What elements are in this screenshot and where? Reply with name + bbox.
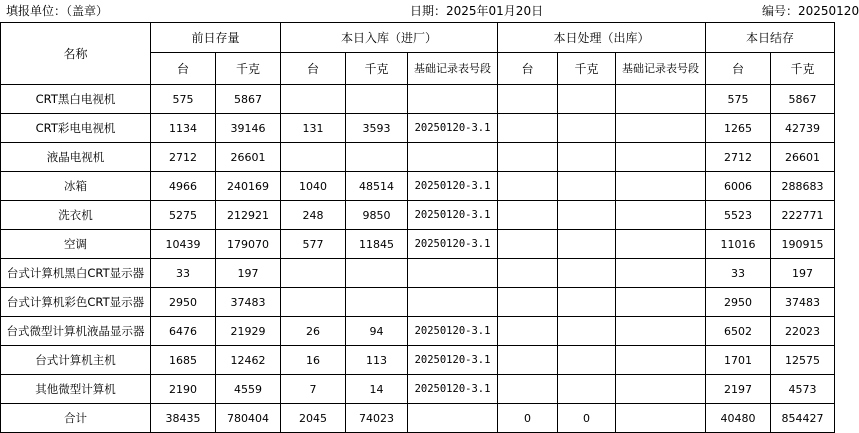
- table-row: [1, 317, 835, 346]
- cell-in-record[interactable]: [408, 404, 498, 433]
- cell-in-record[interactable]: [408, 288, 498, 317]
- cell-end-kg[interactable]: 4573: [771, 375, 835, 404]
- header-end-stock[interactable]: 本日结存: [706, 23, 835, 53]
- cell-end-tai[interactable]: 1701: [706, 346, 771, 375]
- cell-prev-tai[interactable]: 2712: [151, 143, 216, 172]
- cell-prev-tai[interactable]: 6476: [151, 317, 216, 346]
- cell-out-kg[interactable]: [558, 375, 616, 404]
- table-row: [1, 259, 835, 288]
- fill-unit-label[interactable]: 填报单位：（盖章）: [6, 4, 109, 18]
- cell-end-kg[interactable]: 190915: [771, 230, 835, 259]
- header-prev-stock[interactable]: 前日存量: [151, 23, 281, 53]
- cell-end-tai[interactable]: 6006: [706, 172, 771, 201]
- cell-prev-tai[interactable]: 1134: [151, 114, 216, 143]
- cell-in-tai[interactable]: 577: [281, 230, 346, 259]
- report-header-bar: [0, 0, 859, 22]
- header-end-tai[interactable]: 台: [706, 53, 771, 85]
- cell-prev-kg[interactable]: 179070: [216, 230, 281, 259]
- cell-prev-kg[interactable]: 212921: [216, 201, 281, 230]
- cell-end-tai[interactable]: 5523: [706, 201, 771, 230]
- cell-prev-kg[interactable]: 4559: [216, 375, 281, 404]
- cell-out-tai[interactable]: [498, 143, 558, 172]
- cell-out-kg[interactable]: [558, 346, 616, 375]
- cell-in-tai[interactable]: 16: [281, 346, 346, 375]
- table-row: [1, 172, 835, 201]
- cell-end-tai[interactable]: 2950: [706, 288, 771, 317]
- cell-in-record[interactable]: 20250120-3.1: [408, 114, 498, 143]
- cell-in-tai[interactable]: 248: [281, 201, 346, 230]
- cell-prev-tai[interactable]: 1685: [151, 346, 216, 375]
- cell-end-kg[interactable]: 26601: [771, 143, 835, 172]
- header-end-kg[interactable]: 千克: [771, 53, 835, 85]
- cell-end-kg[interactable]: 854427: [771, 404, 835, 433]
- cell-out-tai[interactable]: [498, 375, 558, 404]
- cell-prev-kg[interactable]: 21929: [216, 317, 281, 346]
- cell-prev-kg[interactable]: 37483: [216, 288, 281, 317]
- cell-in-kg[interactable]: 3593: [346, 114, 408, 143]
- header-prev-tai[interactable]: 台: [151, 53, 216, 85]
- cell-end-kg[interactable]: 37483: [771, 288, 835, 317]
- cell-end-tai[interactable]: 40480: [706, 404, 771, 433]
- cell-out-tai[interactable]: [498, 259, 558, 288]
- header-in-tai[interactable]: 台: [281, 53, 346, 85]
- table-row: [1, 85, 835, 114]
- cell-in-record[interactable]: [408, 85, 498, 114]
- cell-in-kg[interactable]: 14: [346, 375, 408, 404]
- cell-end-kg[interactable]: 5867: [771, 85, 835, 114]
- cell-prev-kg[interactable]: 39146: [216, 114, 281, 143]
- cell-out-record[interactable]: [616, 259, 706, 288]
- table-row: [1, 143, 835, 172]
- cell-prev-tai[interactable]: 10439: [151, 230, 216, 259]
- cell-end-kg[interactable]: 197: [771, 259, 835, 288]
- cell-in-record[interactable]: 20250120-3.1: [408, 317, 498, 346]
- cell-out-kg[interactable]: [558, 114, 616, 143]
- report-number[interactable]: 编号：20250120: [762, 4, 859, 18]
- cell-name[interactable]: CRT彩电电视机: [1, 114, 151, 143]
- cell-in-tai[interactable]: [281, 143, 346, 172]
- cell-prev-kg[interactable]: 197: [216, 259, 281, 288]
- cell-end-tai[interactable]: 33: [706, 259, 771, 288]
- cell-in-record[interactable]: [408, 143, 498, 172]
- cell-prev-kg[interactable]: 240169: [216, 172, 281, 201]
- table-row: [1, 288, 835, 317]
- cell-out-record[interactable]: [616, 201, 706, 230]
- cell-in-tai[interactable]: 1040: [281, 172, 346, 201]
- cell-prev-kg[interactable]: 780404: [216, 404, 281, 433]
- cell-in-kg[interactable]: 113: [346, 346, 408, 375]
- cell-out-kg[interactable]: [558, 201, 616, 230]
- header-in-record[interactable]: 基础记录表号段: [408, 53, 498, 85]
- cell-name[interactable]: 洗衣机: [1, 201, 151, 230]
- cell-out-kg[interactable]: [558, 230, 616, 259]
- header-out-record[interactable]: 基础记录表号段: [616, 53, 706, 85]
- cell-name[interactable]: 台式微型计算机液晶显示器: [1, 317, 151, 346]
- cell-in-tai[interactable]: [281, 259, 346, 288]
- cell-out-record[interactable]: [616, 317, 706, 346]
- cell-out-record[interactable]: [616, 404, 706, 433]
- table-row: [1, 201, 835, 230]
- cell-in-record[interactable]: 20250120-3.1: [408, 201, 498, 230]
- cell-prev-kg[interactable]: 12462: [216, 346, 281, 375]
- cell-out-record[interactable]: [616, 114, 706, 143]
- cell-end-kg[interactable]: 12575: [771, 346, 835, 375]
- cell-in-kg[interactable]: [346, 259, 408, 288]
- cell-in-tai[interactable]: [281, 288, 346, 317]
- cell-out-record[interactable]: [616, 143, 706, 172]
- cell-out-tai[interactable]: [498, 114, 558, 143]
- header-inbound[interactable]: 本日入库（进厂）: [281, 23, 498, 53]
- cell-name[interactable]: 其他微型计算机: [1, 375, 151, 404]
- cell-end-kg[interactable]: 222771: [771, 201, 835, 230]
- cell-name[interactable]: 合计: [1, 404, 151, 433]
- cell-in-tai[interactable]: 131: [281, 114, 346, 143]
- cell-out-record[interactable]: [616, 346, 706, 375]
- cell-end-kg[interactable]: 288683: [771, 172, 835, 201]
- cell-name[interactable]: 冰箱: [1, 172, 151, 201]
- table-row: [1, 404, 835, 433]
- cell-name[interactable]: 空调: [1, 230, 151, 259]
- cell-in-record[interactable]: 20250120-3.1: [408, 230, 498, 259]
- cell-out-tai[interactable]: [498, 346, 558, 375]
- cell-out-tai[interactable]: [498, 230, 558, 259]
- cell-out-record[interactable]: [616, 375, 706, 404]
- cell-out-kg[interactable]: [558, 259, 616, 288]
- cell-out-tai[interactable]: 0: [498, 404, 558, 433]
- cell-out-tai[interactable]: [498, 288, 558, 317]
- header-name[interactable]: 名称: [1, 23, 151, 85]
- cell-in-kg[interactable]: [346, 85, 408, 114]
- header-outbound[interactable]: 本日处理（出库）: [498, 23, 706, 53]
- cell-out-record[interactable]: [616, 288, 706, 317]
- cell-end-kg[interactable]: 22023: [771, 317, 835, 346]
- cell-prev-tai[interactable]: 575: [151, 85, 216, 114]
- cell-out-record[interactable]: [616, 85, 706, 114]
- table-row: [1, 346, 835, 375]
- cell-in-kg[interactable]: 11845: [346, 230, 408, 259]
- cell-in-record[interactable]: [408, 259, 498, 288]
- cell-in-tai[interactable]: 7: [281, 375, 346, 404]
- table-row: [1, 230, 835, 259]
- inventory-table: [0, 22, 835, 433]
- cell-in-tai[interactable]: [281, 85, 346, 114]
- report-date[interactable]: 日期：2025年01月20日: [410, 4, 544, 18]
- cell-in-record[interactable]: 20250120-3.1: [408, 172, 498, 201]
- cell-end-kg[interactable]: 42739: [771, 114, 835, 143]
- cell-prev-tai[interactable]: 4966: [151, 172, 216, 201]
- header-row-groups: [1, 23, 835, 53]
- cell-out-kg[interactable]: [558, 288, 616, 317]
- header-in-kg[interactable]: 千克: [346, 53, 408, 85]
- cell-out-record[interactable]: [616, 172, 706, 201]
- cell-end-tai[interactable]: 6502: [706, 317, 771, 346]
- cell-in-kg[interactable]: [346, 288, 408, 317]
- cell-out-kg[interactable]: 0: [558, 404, 616, 433]
- cell-prev-tai[interactable]: 5275: [151, 201, 216, 230]
- cell-name[interactable]: 台式计算机彩色CRT显示器: [1, 288, 151, 317]
- cell-in-kg[interactable]: 48514: [346, 172, 408, 201]
- cell-name[interactable]: 台式计算机主机: [1, 346, 151, 375]
- cell-out-record[interactable]: [616, 230, 706, 259]
- cell-in-kg[interactable]: 9850: [346, 201, 408, 230]
- cell-end-tai[interactable]: 11016: [706, 230, 771, 259]
- cell-in-kg[interactable]: 74023: [346, 404, 408, 433]
- table-row: [1, 375, 835, 404]
- table-row: [1, 114, 835, 143]
- cell-end-tai[interactable]: 1265: [706, 114, 771, 143]
- cell-in-record[interactable]: 20250120-3.1: [408, 346, 498, 375]
- cell-in-kg[interactable]: [346, 143, 408, 172]
- cell-prev-kg[interactable]: 5867: [216, 85, 281, 114]
- cell-out-kg[interactable]: [558, 143, 616, 172]
- cell-end-tai[interactable]: 575: [706, 85, 771, 114]
- cell-name[interactable]: 液晶电视机: [1, 143, 151, 172]
- cell-in-tai[interactable]: 2045: [281, 404, 346, 433]
- cell-out-tai[interactable]: [498, 172, 558, 201]
- cell-in-kg[interactable]: 94: [346, 317, 408, 346]
- cell-prev-tai[interactable]: 33: [151, 259, 216, 288]
- cell-prev-tai[interactable]: 2190: [151, 375, 216, 404]
- cell-name[interactable]: 台式计算机黑白CRT显示器: [1, 259, 151, 288]
- header-out-tai[interactable]: 台: [498, 53, 558, 85]
- cell-in-tai[interactable]: 26: [281, 317, 346, 346]
- cell-end-tai[interactable]: 2712: [706, 143, 771, 172]
- cell-prev-tai[interactable]: 2950: [151, 288, 216, 317]
- cell-out-kg[interactable]: [558, 172, 616, 201]
- cell-out-kg[interactable]: [558, 85, 616, 114]
- cell-out-tai[interactable]: [498, 85, 558, 114]
- cell-prev-tai[interactable]: 38435: [151, 404, 216, 433]
- cell-out-tai[interactable]: [498, 317, 558, 346]
- cell-in-record[interactable]: 20250120-3.1: [408, 375, 498, 404]
- cell-name[interactable]: CRT黑白电视机: [1, 85, 151, 114]
- header-prev-kg[interactable]: 千克: [216, 53, 281, 85]
- cell-out-tai[interactable]: [498, 201, 558, 230]
- cell-end-tai[interactable]: 2197: [706, 375, 771, 404]
- header-out-kg[interactable]: 千克: [558, 53, 616, 85]
- cell-prev-kg[interactable]: 26601: [216, 143, 281, 172]
- cell-out-kg[interactable]: [558, 317, 616, 346]
